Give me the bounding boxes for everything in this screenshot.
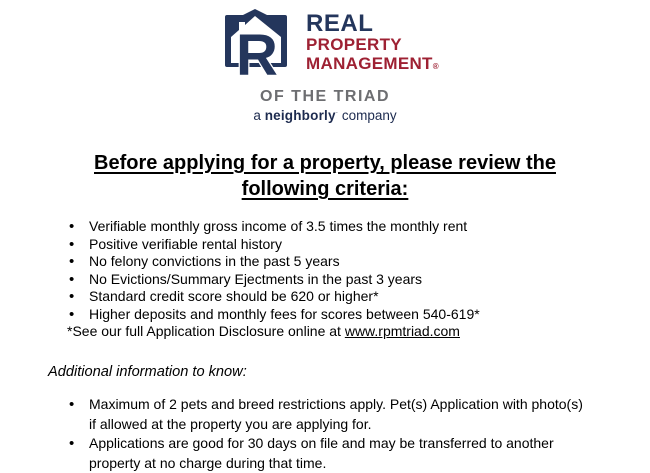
criteria-item-evictions: • No Evictions/Summary Ejectments in the past 3 years — [89, 271, 589, 289]
page-title — [0, 150, 650, 202]
rpm-logo — [0, 0, 650, 123]
neighborly-tagline — [253, 108, 396, 123]
logo-row — [225, 5, 439, 85]
rpmtriad-link[interactable]: www.rpmtriad.com — [344, 323, 460, 339]
criteria-item-credit-score: • Standard credit score should be 620 or higher* — [89, 288, 589, 306]
rpm-house-icon — [225, 9, 291, 85]
tagline-mark: · — [335, 109, 339, 117]
tagline-brand: neighborly — [264, 108, 336, 123]
disclosure-note — [67, 323, 650, 341]
info-item-applications: • Applications are good for 30 days on file and may be transferred to another property at no charge during that time. — [89, 434, 589, 473]
page-title-line1: Before applying for a property, please review the — [94, 152, 556, 174]
criteria-list — [0, 218, 589, 323]
brand-management: MANAGEMENT® — [306, 54, 439, 73]
brand-property: PROPERTY — [306, 35, 402, 54]
info-item-pets: • Maximum of 2 pets and breed restrictions apply. Pet(s) Application with photo(s) if allowed at the property you are applying for. — [89, 395, 589, 434]
page-title-line2: following criteria: — [241, 178, 409, 200]
registered-mark: ® — [432, 62, 439, 71]
criteria-item-felony: • No felony convictions in the past 5 years — [89, 253, 589, 271]
logo-letter-r: R — [236, 23, 278, 85]
criteria-item-income: • Verifiable monthly gross income of 3.5 times the monthly rent — [89, 218, 589, 236]
brand-real: REAL — [306, 10, 374, 37]
tagline-prefix: a — [253, 108, 261, 123]
region-name: OF THE TRIAD — [260, 88, 390, 105]
tagline-suffix: company — [341, 108, 397, 123]
brand-wordmark — [306, 5, 439, 76]
additional-info-title: Additional information to know: — [48, 363, 247, 380]
disclosure-text: *See our full Application Disclosure online at — [67, 323, 345, 339]
criteria-item-deposits: • Higher deposits and monthly fees for scores between 540-619* — [89, 306, 589, 324]
additional-info-list — [0, 395, 589, 473]
criteria-item-rental-history: • Positive verifiable rental history — [89, 236, 589, 254]
